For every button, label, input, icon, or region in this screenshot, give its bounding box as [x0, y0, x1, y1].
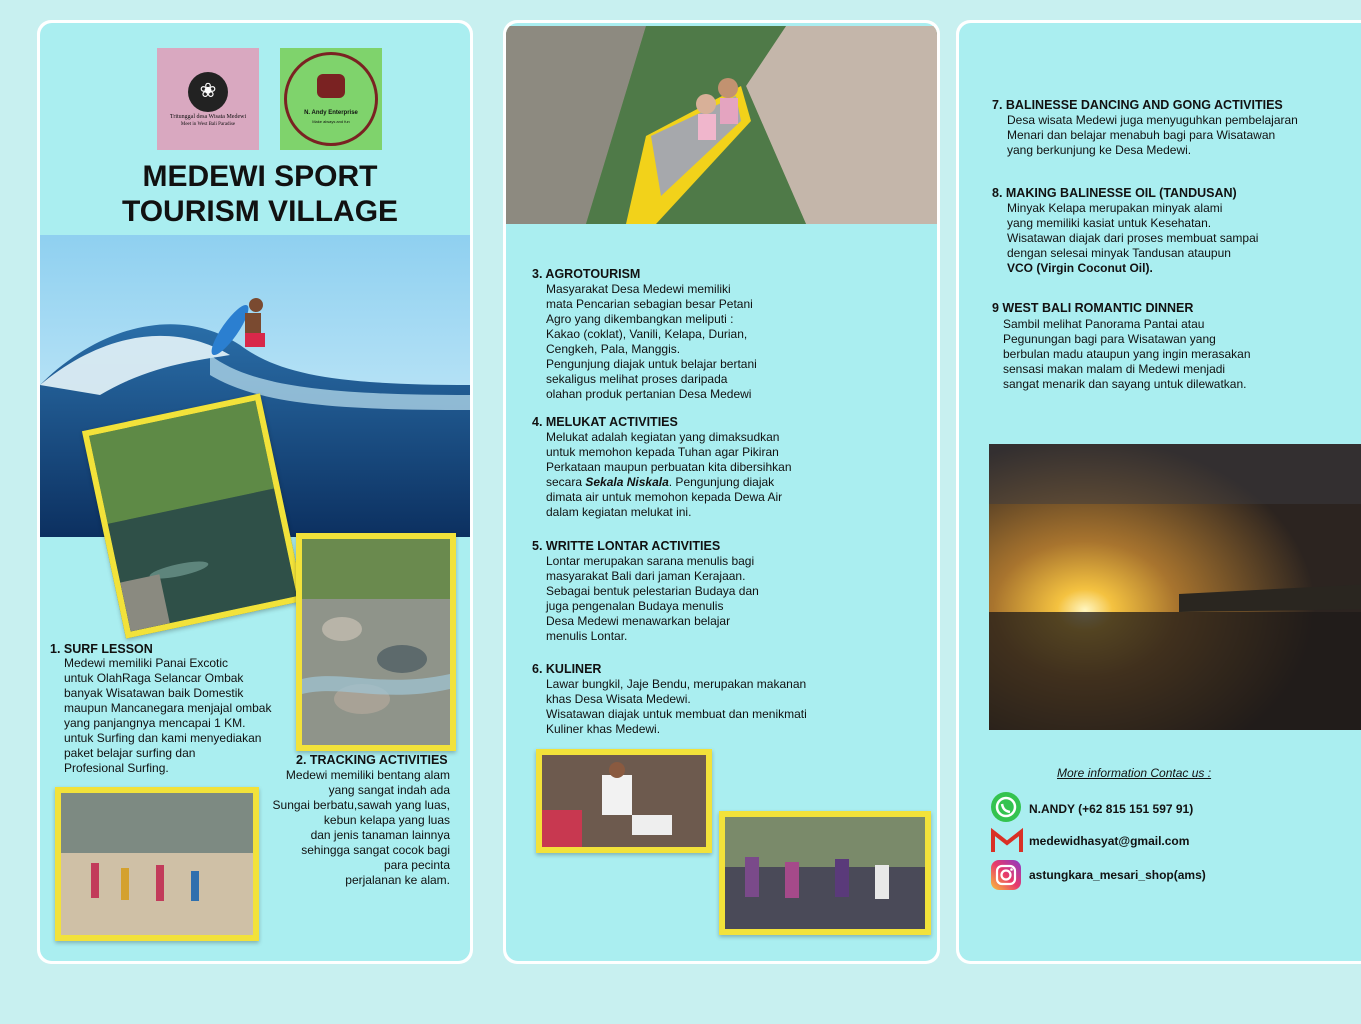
whatsapp-contact[interactable]: N.ANDY (+62 815 151 597 91) — [1029, 802, 1194, 816]
surf-lesson-heading: 1. SURF LESSON — [50, 642, 153, 656]
dinner-heading: 9 WEST BALI ROMANTIC DINNER — [992, 301, 1194, 315]
sunset-photo — [989, 444, 1361, 730]
whatsapp-icon — [991, 792, 1021, 822]
panel-left-inner — [40, 23, 470, 961]
melukat-body-emphasis: Sekala Niskala — [585, 475, 669, 489]
oil-body-text: Minyak Kelapa merupakan minyak alami yang memiliki kasiat untuk Kesehatan. Wisatawan diajak dari proses membuat sampai dengan selesai minyak Tandusan ataupun — [1007, 201, 1259, 260]
dinner-body: Sambil melihat Panorama Pantai atau Pegunungan bagi para Wisatawan yang berbulan madu ataupun yang ingin merasakan sensasi makan malam di Medewi menjadi sangat menarik dan sayang untuk dilewatkan. — [1003, 317, 1251, 391]
contact-title: More information Contac us : — [1057, 766, 1212, 780]
panel-left — [37, 20, 473, 964]
tracking-photo-art — [302, 539, 450, 745]
lotus-icon: ❀ — [199, 80, 217, 102]
logo-right-line1: N. Andy Enterprise — [304, 110, 358, 116]
agrotourism-heading: 3. AGROTOURISM — [532, 267, 641, 281]
oil-body — [1007, 201, 1258, 276]
instagram-icon — [991, 860, 1021, 890]
panel-middle — [503, 20, 940, 964]
instagram-glyph — [991, 860, 1021, 890]
kuliner-photo — [536, 749, 712, 853]
kuliner-heading: 6. KULINER — [532, 662, 602, 676]
title-line-1: MEDEWI SPORT — [142, 160, 378, 193]
tracking-photo — [296, 533, 456, 751]
panel-right — [956, 20, 1361, 964]
logo-left-line2: Meet in West Bali Paradise — [180, 122, 236, 127]
panel-middle-inner — [506, 23, 937, 961]
group-photo — [719, 811, 931, 935]
oil-body-bold: VCO (Virgin Coconut Oil). — [1007, 261, 1153, 275]
kayak-photo — [506, 26, 937, 224]
instagram-contact[interactable]: astungkara_mesari_shop(ams) — [1029, 868, 1206, 882]
dancing-heading: 7. BALINESSE DANCING AND GONG ACTIVITIES — [992, 98, 1283, 112]
tracking-body: Medewi memiliki bentang alam yang sangat indah ada Sungai berbatu,sawah yang luas, kebun kelapa yang luas dan jenis tanaman lainnya sehingga sangat cocok bagi para pecinta perjalanan ke alam. — [272, 768, 450, 887]
logo-left-line1: Tritunggal desa Wisata Medewi — [169, 114, 247, 120]
tritunggal-logo — [157, 48, 259, 150]
melukat-body — [546, 430, 792, 520]
surf-lesson-body: Medewi memiliki Panai Excotic untuk OlahRaga Selancar Ombak banyak Wisatawan baik Domestik maupun Mancanegara menjajal ombak yang panjangnya mencapai 1 KM. untuk Surfing dan kami menyediakan paket belajar surfing dan Profesional Surfing. — [64, 656, 272, 775]
panel-right-inner — [959, 23, 1361, 961]
river-photo-art — [89, 401, 297, 632]
dance-class-photo — [55, 787, 259, 941]
tracking-heading: 2. TRACKING ACTIVITIES — [296, 753, 448, 767]
melukat-body-part2: . Pengunjung diajak dimata air untuk memohon kepada Dewa Air dalam kegiatan melukat ini. — [546, 475, 783, 519]
kuliner-photo-art — [542, 755, 706, 847]
gmail-glyph — [991, 826, 1023, 856]
dancing-body: Desa wisata Medewi juga menyuguhkan pembelajaran Menari dan belajar menabuh bagi para Wisatawan yang berkunjung ke Desa Medewi. — [1007, 113, 1298, 157]
logo-mark-icon — [317, 74, 345, 98]
melukat-body-part1: Melukat adalah kegiatan yang dimaksudkan untuk memohon kepada Tuhan agar Pikiran Perkataan maupun perbuatan kita dibersihkan secara — [546, 430, 792, 489]
kuliner-body: Lawar bungkil, Jaje Bendu, merupakan makanan khas Desa Wisata Medewi. Wisatawan diajak untuk membuat dan menikmati Kuliner khas Medewi. — [546, 677, 807, 736]
logo-ring — [284, 52, 378, 146]
whatsapp-glyph — [991, 792, 1021, 822]
email-contact[interactable]: medewidhasyat@gmail.com — [1029, 834, 1190, 848]
gmail-icon — [991, 826, 1021, 856]
group-photo-art — [725, 817, 925, 929]
title-line-2: TOURISM VILLAGE — [121, 195, 399, 228]
n-andy-enterprise-logo — [280, 48, 382, 150]
agrotourism-body: Masyarakat Desa Medewi memiliki mata Pencarian sebagian besar Petani Agro yang dikembangkan meliputi : Kakao (coklat), Vanili, Kelapa, Durian, Cengkeh, Pala, Manggis. Pengunjung diajak untuk belajar bertani sekaligus melihat proses daripada olahan produk pertanian Desa Medewi — [546, 282, 757, 401]
melukat-heading: 4. MELUKAT ACTIVITIES — [532, 415, 678, 429]
dance-class-photo-art — [61, 793, 253, 935]
lontar-heading: 5. WRITTE LONTAR ACTIVITIES — [532, 539, 721, 553]
oil-heading: 8. MAKING BALINESSE OIL (TANDUSAN) — [992, 186, 1237, 200]
lontar-body: Lontar merupakan sarana menulis bagi masyarakat Bali dari jaman Kerajaan. Sebagai bentuk pelestarian Budaya dan juga pengenalan Budaya menulis Desa Medewi menawarkan belajar menulis Lontar. — [546, 554, 759, 643]
logo-right-line2: Make always and fun — [312, 119, 350, 124]
